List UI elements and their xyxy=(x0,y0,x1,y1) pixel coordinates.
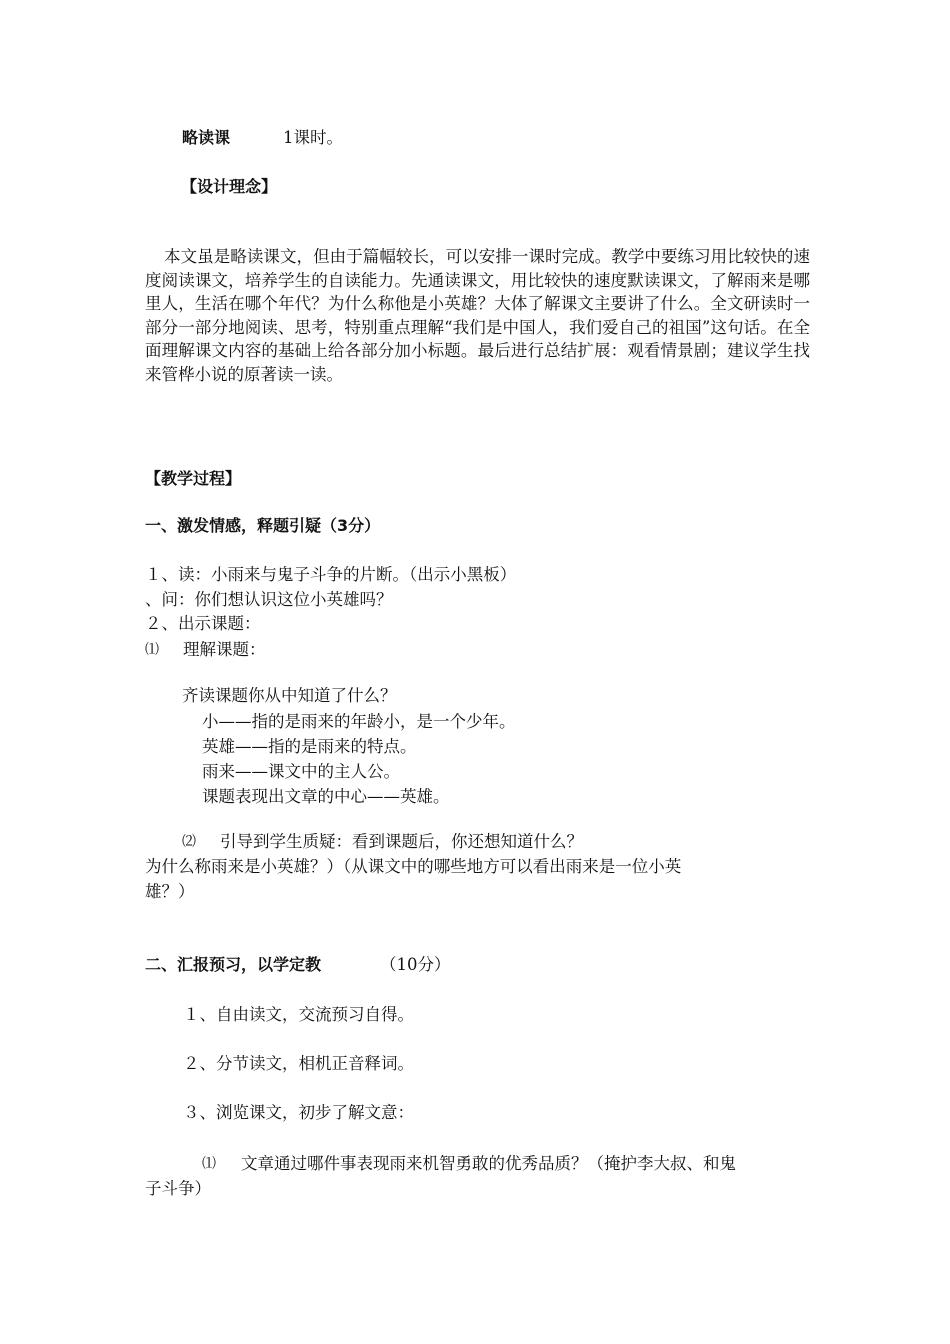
s1-line-7: 英雄——指的是雨来的特点。 xyxy=(202,737,417,756)
s1-line-10-number: ⑵ xyxy=(182,834,196,850)
s2-line-1: １、自由读文，交流预习自得。 xyxy=(183,1005,414,1024)
section2-time: （10分） xyxy=(380,955,451,974)
s1-line-1: １、读：小雨来与鬼子斗争的片断。（出示小黑板） xyxy=(145,565,517,584)
s1-line-5: 齐读课题你从中知道了什么？ xyxy=(182,686,397,705)
process-heading: 【教学过程】 xyxy=(145,469,242,488)
design-heading: 【设计理念】 xyxy=(181,177,278,196)
lesson-type-label: 略读课 xyxy=(182,128,231,147)
s1-line-4-text: 理解课题： xyxy=(183,640,266,659)
s1-line-8: 雨来——课文中的主人公。 xyxy=(202,762,400,781)
s1-line-2: 、问：你们想认识这位小英雄吗？ xyxy=(145,590,393,609)
s1-line-3: ２、出示课题： xyxy=(145,614,261,633)
section2-title: 二、汇报预习，以学定教 xyxy=(145,955,322,974)
s2-line-4-text: 文章通过哪件事表现雨来机智勇敢的优秀品质？（掩护李大叔、和鬼 xyxy=(241,1154,736,1173)
s2-line-5: 子斗争） xyxy=(145,1179,211,1198)
s1-line-10-text: 引导到学生质疑：看到课题后，你还想知道什么？ xyxy=(220,832,583,851)
s2-line-4-number: ⑴ xyxy=(202,1156,216,1172)
s1-line-9: 课题表现出文章的中心——英雄。 xyxy=(202,787,450,806)
s2-line-3: ３、浏览课文，初步了解文意： xyxy=(183,1103,414,1122)
s2-line-2: ２、分节读文，相机正音释词。 xyxy=(183,1054,414,1073)
s1-line-4-number: ⑴ xyxy=(145,642,159,658)
s1-line-11: 为什么称雨来是小英雄？）（从课文中的哪些地方可以看出雨来是一位小英 xyxy=(145,857,682,876)
lesson-duration: 1课时。 xyxy=(283,128,343,147)
section1-title: 一、激发情感，释题引疑（3分） xyxy=(145,516,381,535)
s1-line-6: 小——指的是雨来的年龄小，是一个少年。 xyxy=(202,712,516,731)
design-paragraph: 本文虽是略读课文，但由于篇幅较长，可以安排一课时完成。教学中要练习用比较快的速度阅读课文，培养学生的自读能力。先通读课文，用比较快的速度默读课文，了解雨来是哪里人，生活在哪个年代？为什么称他是小英雄？大体了解课文主要讲了什么。全文研读时一部分一部分地阅读、思考，特别重点理解“我们是中国人，我们爱自己的祖国”这句话。在全面理解课文内容的基础上给各部分加小标题。最后进行总结扩展：观看情景剧；建议学生找来管桦小说的原著读一读。 xyxy=(145,247,810,384)
s1-line-12: 雄？） xyxy=(145,882,195,901)
